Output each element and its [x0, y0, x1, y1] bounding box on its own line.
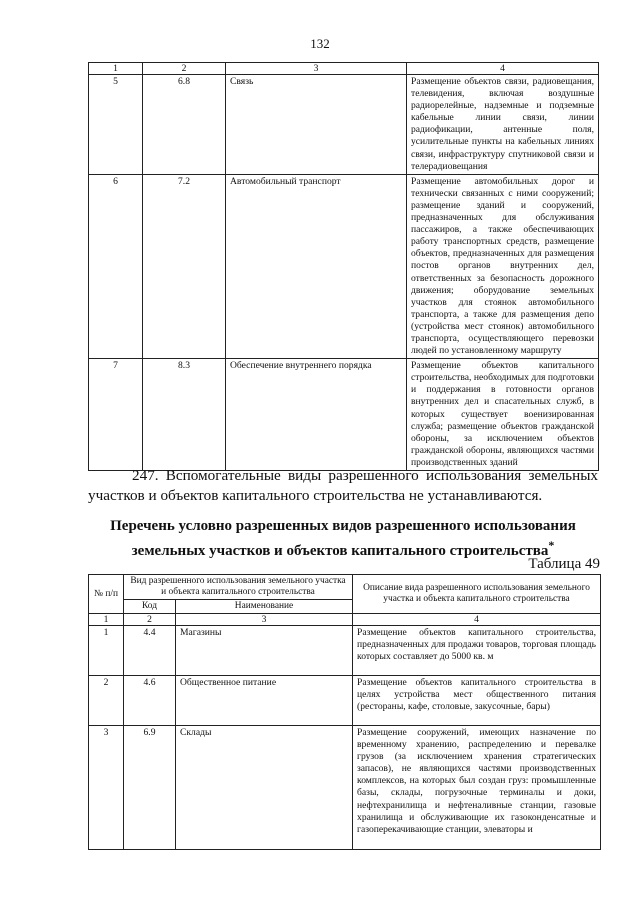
column-number-2: 2: [143, 63, 226, 75]
header-number: № п/п: [89, 575, 124, 614]
use-description: Размещение автомобильных дорог и технически связанных с ними сооружений; размещение зданий и сооружений, предназначенных для обслуживания пассажиров, а также обеспечивающих работу транспортных средств, размещение объектов, предназначенных для размещения постов органов внутренних дел, ответственных за безопасность дорожного движения; оборудование земельных участков для стоянок автомобильного транспорта, а также для размещения депо (устройства мест стоянок) автомобильного транспорта, осуществляющего перевозки людей по установленному маршруту: [407, 174, 599, 358]
column-number-1: 1: [89, 63, 143, 75]
header-code: Код: [124, 600, 176, 614]
column-number-1: 1: [89, 614, 124, 626]
footnote-mark: *: [548, 538, 555, 552]
table-header-row: [89, 63, 599, 75]
use-code: 7.2: [143, 174, 226, 358]
section-title-line-2: [88, 536, 598, 561]
table-row: [89, 626, 601, 676]
row-number: 1: [89, 626, 124, 676]
row-number: 2: [89, 676, 124, 726]
use-description: Размещение объектов капитального строительства в целях устройства мест общественного питания (рестораны, кафе, столовые, закусочные, бары): [353, 676, 601, 726]
page-number: 132: [310, 36, 330, 51]
table-row: [89, 676, 601, 726]
section-title: [88, 517, 598, 561]
use-name: Связь: [226, 75, 407, 175]
row-number: 5: [89, 75, 143, 175]
column-number-2: 2: [124, 614, 176, 626]
use-description: Размещение объектов капитального строительства, предназначенных для продажи товаров, торговая площадь которых составляет до 5000 кв. м: [353, 626, 601, 676]
use-code: 4.4: [124, 626, 176, 676]
use-code: 6.9: [124, 726, 176, 850]
row-number: 3: [89, 726, 124, 850]
section-title-line-1: Перечень условно разрешенных видов разрешенного использования: [110, 518, 576, 534]
paragraph-247: 247. Вспомогательные виды разрешенного использования земельных участков и объектов капитального строительства не устанавливаются.: [88, 467, 598, 504]
column-number-4: 4: [353, 614, 601, 626]
table-permitted-uses-continued: [88, 62, 599, 471]
header-name: Наименование: [176, 600, 353, 614]
column-number-4: 4: [407, 63, 599, 75]
table-label: Таблица 49: [528, 556, 600, 572]
column-number-3: 3: [226, 63, 407, 75]
use-name: Общественное питание: [176, 676, 353, 726]
table-header-row: [89, 575, 601, 600]
use-code: 4.6: [124, 676, 176, 726]
row-number: 7: [89, 359, 143, 471]
table-conditional-uses: [88, 574, 601, 850]
use-description: Размещение сооружений, имеющих назначение по временному хранению, распределению и перевалке грузов (за исключением хранения стратегических запасов), не являющихся частями производственных комплексов, на которых был создан груз: промышленные базы, склады, погрузочные терминалы и доки, нефтехранилища и нефтеналивные станции, газовые хранилища и обслуживающие их газоконденсатные и газоперекачивающие станции, элеваторы и: [353, 726, 601, 850]
use-name: Склады: [176, 726, 353, 850]
use-code: 6.8: [143, 75, 226, 175]
row-number: 6: [89, 174, 143, 358]
table-row: [89, 174, 599, 358]
use-description: Размещение объектов связи, радиовещания, телевидения, включая воздушные радиорелейные, надземные и подземные кабельные линии связи, линии радиофикации, антенные поля, усилительные пункты на кабельных линиях связи, инфраструктуру спутниковой связи и телерадиовещания: [407, 75, 599, 175]
column-number-3: 3: [176, 614, 353, 626]
table-row: [89, 75, 599, 175]
header-description: Описание вида разрешенного использования земельного участка и объекта капитального строительства: [353, 575, 601, 614]
table-row: [89, 726, 601, 850]
section-title-line-2-text: земельных участков и объектов капитального строительства: [131, 543, 549, 559]
use-description: Размещение объектов капитального строительства, необходимых для подготовки и поддержания в готовности органов внутренних дел и спасательных служб, в которых существует военизированная служба; размещение объектов гражданской обороны, за исключением объектов гражданской обороны, являющихся частями производственных зданий: [407, 359, 599, 471]
table-numbering-row: [89, 614, 601, 626]
use-name: Обеспечение внутреннего порядка: [226, 359, 407, 471]
header-use-type: Вид разрешенного использования земельного участка и объекта капитального строительства: [124, 575, 353, 600]
use-code: 8.3: [143, 359, 226, 471]
use-name: Магазины: [176, 626, 353, 676]
use-name: Автомобильный транспорт: [226, 174, 407, 358]
table-row: [89, 359, 599, 471]
